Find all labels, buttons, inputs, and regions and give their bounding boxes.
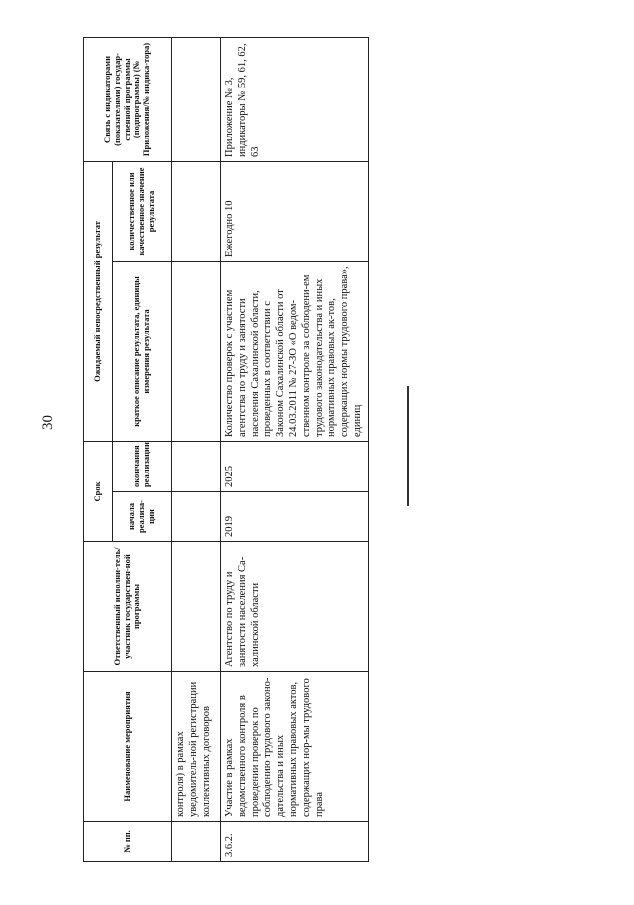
- header-term: Срок: [84, 441, 113, 541]
- cell-responsible: [172, 542, 221, 672]
- cell-responsible: Агентство по труду и занятости населения Са-халинской области: [221, 542, 369, 672]
- cell-name: контроля) в рамках уведомитель-ной регистрации коллективных договоров: [172, 672, 221, 822]
- header-expected-qty: количественное или качественное значение результата: [113, 161, 172, 261]
- cell-num: [172, 822, 221, 862]
- measures-table: [83, 37, 369, 862]
- header-term-end: окончания реализации: [113, 441, 172, 491]
- cell-link: [172, 37, 221, 161]
- vertical-rule: [407, 386, 409, 506]
- header-row-1: [84, 37, 113, 861]
- cell-name: Участие в рамках ведомственного контроля в проведении проверок по соблюдению трудового законо-дательства и иных нормативных правовых актов, содержащих нор-мы трудового права: [221, 672, 369, 822]
- header-num: № пп.: [84, 822, 172, 862]
- header-expected-desc: краткое описание результата, единицы измерения результата: [113, 261, 172, 441]
- page-number: 30: [40, 415, 56, 430]
- header-responsible: Ответственный исполни-тель/участник государствен-ной программы: [84, 542, 172, 672]
- cell-desc: Количество проверок с участием агентства по труду и занятости населения Сахалинской области, проведенных в соответствии с Законом Сахалинской области от 24.03.2011 № 27-ЗО «О ведом-ственном контроле за соблюдени-ем трудового законодательства и иных нормативных правовых ак-тов, содержащих нормы трудового права», единиц: [221, 261, 369, 441]
- table-container: [83, 38, 363, 862]
- table-row: [172, 37, 221, 861]
- header-term-start: начала реализа-ции: [113, 492, 172, 542]
- cell-qty: Ежегодно 10: [221, 161, 369, 261]
- header-link: Связь с индикаторами (показателями) государ-ственной программы (подпрограммы) (№ Приложения/№ индика-тора): [84, 37, 172, 161]
- cell-start: [172, 492, 221, 542]
- cell-desc: [172, 261, 221, 441]
- cell-link: Приложение № 3, индикаторы № 59, 61, 62, 63: [221, 37, 369, 161]
- rotated-table-frame: [83, 38, 363, 862]
- header-expected: Ожидаемый непосредственный результат: [84, 161, 113, 441]
- cell-qty: [172, 161, 221, 261]
- table-row: [221, 37, 369, 861]
- cell-num: 3.6.2.: [221, 822, 369, 862]
- cell-end: 2025: [221, 441, 369, 491]
- cell-end: [172, 441, 221, 491]
- cell-start: 2019: [221, 492, 369, 542]
- header-name: Наименование мероприятия: [84, 672, 172, 822]
